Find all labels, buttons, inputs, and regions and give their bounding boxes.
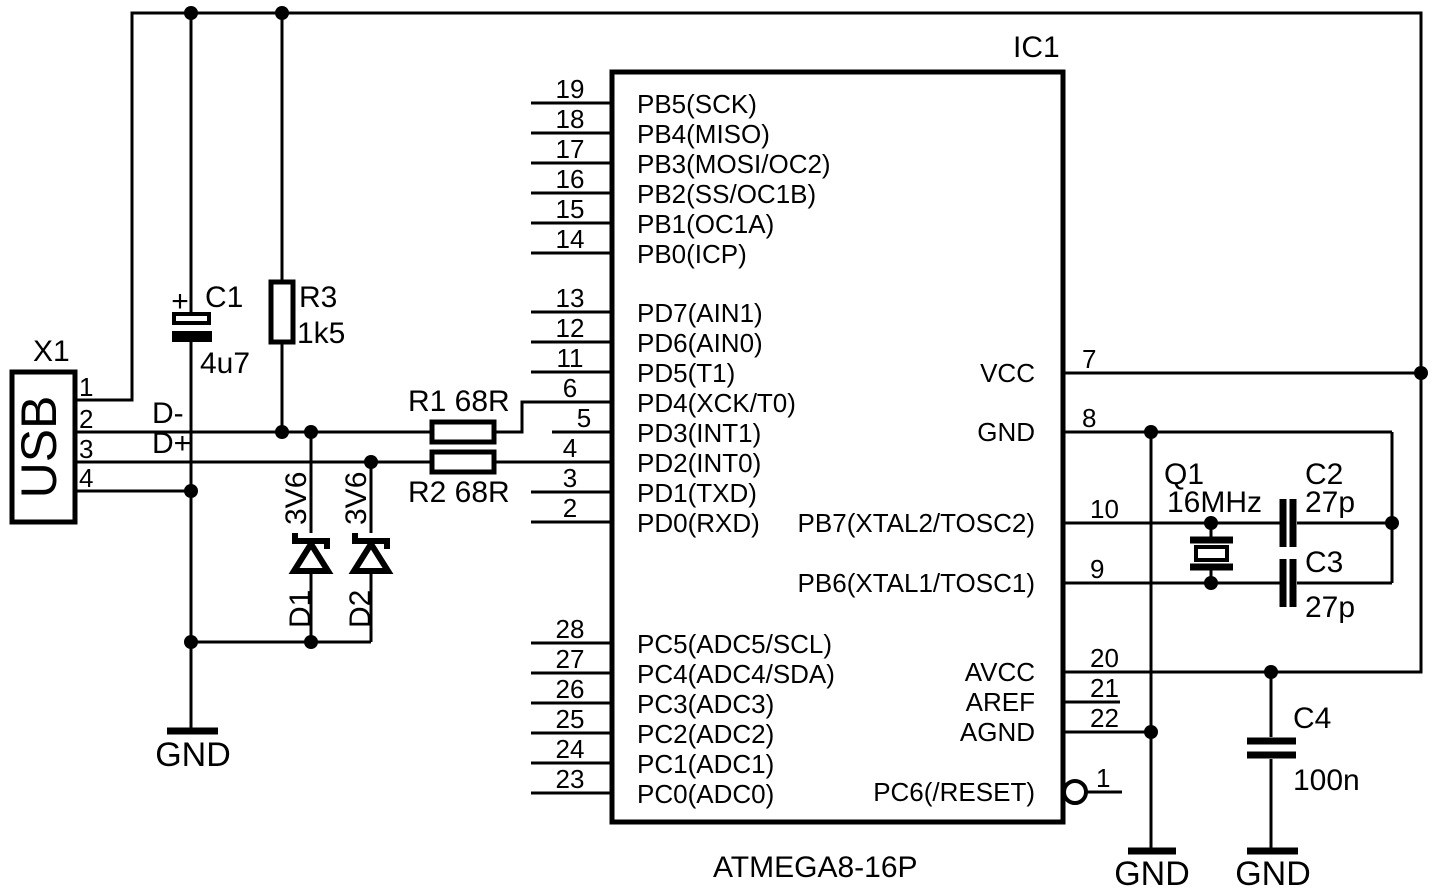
pin-label: PC6(/RESET)	[873, 777, 1035, 807]
usb-pin4-number: 4	[79, 463, 94, 493]
pin-number: 15	[555, 194, 585, 224]
pin-label: PB3(MOSI/OC2)	[637, 149, 831, 179]
pin-number: 6	[562, 373, 578, 403]
pin-label: PB0(ICP)	[637, 239, 747, 269]
zener-d1	[280, 472, 328, 628]
junction-dot	[364, 455, 378, 469]
junction-dot	[275, 425, 289, 439]
ground-mcu	[1114, 851, 1190, 892]
ground-label: GND	[155, 736, 231, 774]
pin-number: 8	[1082, 403, 1097, 433]
usb-ref-label: X1	[33, 335, 70, 368]
junction-dot	[1204, 576, 1218, 590]
capacitor-c2	[1283, 458, 1355, 547]
junction-dot	[275, 6, 289, 20]
pin-number: 2	[562, 493, 578, 523]
pin-number: 5	[576, 403, 592, 433]
junction-dot	[1414, 366, 1428, 380]
pin-label: PD6(AIN0)	[637, 328, 763, 358]
c2-value-label: 27p	[1305, 486, 1356, 519]
r1-to-pin6-wire	[494, 402, 612, 432]
pin-number: 10	[1090, 494, 1119, 524]
r1-body	[432, 422, 494, 442]
pin-number: 26	[555, 674, 585, 704]
crystal-q1	[1164, 458, 1262, 567]
r2-body	[432, 452, 494, 472]
pin-number: 23	[555, 764, 585, 794]
c1-value-label: 4u7	[200, 347, 251, 380]
d2-anode-triangle	[354, 544, 388, 571]
pin-number: 14	[555, 224, 585, 254]
dminus-label: D-	[152, 397, 184, 430]
r3-body	[271, 282, 293, 342]
ground-label: GND	[1235, 855, 1311, 892]
c3-ref-label: C3	[1305, 546, 1344, 579]
d1-anode-triangle	[294, 544, 328, 571]
pin-number: 4	[562, 433, 578, 463]
pin-number: 18	[555, 104, 585, 134]
pin-number: 3	[562, 463, 578, 493]
c2-ref-label: C2	[1305, 458, 1344, 491]
reset-bubble	[1064, 781, 1086, 803]
pin-label: PD4(XCK/T0)	[637, 388, 796, 418]
pin-number: 27	[555, 644, 585, 674]
usb-pin2-number: 2	[79, 404, 94, 434]
c1-negative-plate	[172, 331, 212, 342]
pin-number: 11	[556, 343, 584, 373]
pin-label: PC3(ADC3)	[637, 689, 775, 719]
c1-ref-label: C1	[205, 281, 244, 314]
pin-number: 7	[1082, 344, 1097, 374]
pin-number: 22	[1090, 703, 1119, 733]
usb-pin1-number: 1	[79, 372, 94, 402]
pin-label: PB4(MISO)	[637, 119, 770, 149]
pin-number: 17	[555, 134, 585, 164]
pin-label: AREF	[965, 687, 1035, 717]
zener-d2	[340, 472, 388, 628]
pin-number: 21	[1090, 673, 1119, 703]
r2-label: R2 68R	[408, 476, 510, 509]
pin-label: PD2(INT0)	[637, 448, 762, 478]
pin-label: PC1(ADC1)	[637, 749, 775, 779]
pin-label: VCC	[980, 358, 1035, 388]
pin-label: PC5(ADC5/SCL)	[637, 629, 833, 659]
junction-dot	[184, 6, 198, 20]
usb-connector	[11, 335, 191, 522]
junction-dot	[1385, 516, 1399, 530]
c3-value-label: 27p	[1305, 591, 1356, 624]
capacitor-c1	[171, 281, 250, 380]
ground-c4	[1235, 851, 1311, 892]
pin-label: PB5(SCK)	[637, 89, 757, 119]
pin-label: PC0(ADC0)	[637, 779, 775, 809]
ic-atmega8	[556, 31, 1119, 884]
dplus-label: D+	[152, 427, 192, 460]
pin-number: 28	[555, 614, 585, 644]
pin-label: GND	[977, 417, 1035, 447]
pin-label: AGND	[959, 717, 1035, 747]
pin-label: PB1(OC1A)	[637, 209, 775, 239]
pin-number: 24	[555, 734, 585, 764]
d1-ref-label: D1	[284, 589, 317, 628]
ic-ref-label: IC1	[1013, 31, 1060, 64]
capacitor-c4	[1247, 702, 1360, 797]
q1-body	[1196, 547, 1227, 560]
pin-label: PD3(INT1)	[637, 418, 762, 448]
junction-dot	[1144, 425, 1158, 439]
pin-label: AVCC	[964, 657, 1035, 687]
pin-label: PD5(T1)	[637, 358, 736, 388]
pin-label: PB7(XTAL2/TOSC2)	[797, 508, 1035, 538]
resistor-r3	[271, 281, 345, 350]
junction-dot	[1264, 665, 1278, 679]
usb-connector-label: USB	[11, 395, 67, 499]
c1-polarity-mark: +	[171, 285, 189, 318]
pin-label: PC4(ADC4/SDA)	[637, 659, 835, 689]
pin-number: 20	[1090, 643, 1119, 673]
pin-number: 13	[555, 283, 585, 313]
usb-pin3-number: 3	[79, 434, 94, 464]
pin-label: PD7(AIN1)	[637, 298, 763, 328]
q1-value-label: 16MHz	[1167, 486, 1263, 519]
ground-usb	[155, 731, 231, 774]
junction-dot	[304, 635, 318, 649]
pin-number: 1	[1096, 763, 1111, 793]
q1-ref-label: Q1	[1164, 458, 1205, 491]
pin-label: PB6(XTAL1/TOSC1)	[797, 568, 1035, 598]
pin-label: PD1(TXD)	[637, 478, 757, 508]
pin-label: PC2(ADC2)	[637, 719, 775, 749]
pin-number: 19	[555, 74, 585, 104]
pin-label: PB2(SS/OC1B)	[637, 179, 817, 209]
junction-dot	[304, 425, 318, 439]
pin-number: 16	[555, 164, 585, 194]
ground-label: GND	[1114, 855, 1190, 892]
d1-value-label: 3V6	[280, 471, 313, 525]
junction-dot	[1144, 725, 1158, 739]
capacitor-c3	[1283, 546, 1355, 624]
c4-ref-label: C4	[1293, 702, 1332, 735]
pin-number: 12	[555, 313, 585, 343]
junction-dot	[184, 484, 198, 498]
r3-ref-label: R3	[299, 281, 338, 314]
r1-label: R1 68R	[408, 385, 510, 418]
junction-dot	[184, 635, 198, 649]
pin-number: 9	[1090, 554, 1105, 584]
pin-label: PD0(RXD)	[637, 508, 760, 538]
d2-value-label: 3V6	[340, 471, 373, 525]
c4-value-label: 100n	[1293, 764, 1360, 797]
r3-value-label: 1k5	[297, 317, 346, 350]
pin-number: 25	[555, 704, 585, 734]
ic-part-label: ATMEGA8-16P	[713, 851, 918, 884]
d2-ref-label: D2	[344, 589, 377, 628]
